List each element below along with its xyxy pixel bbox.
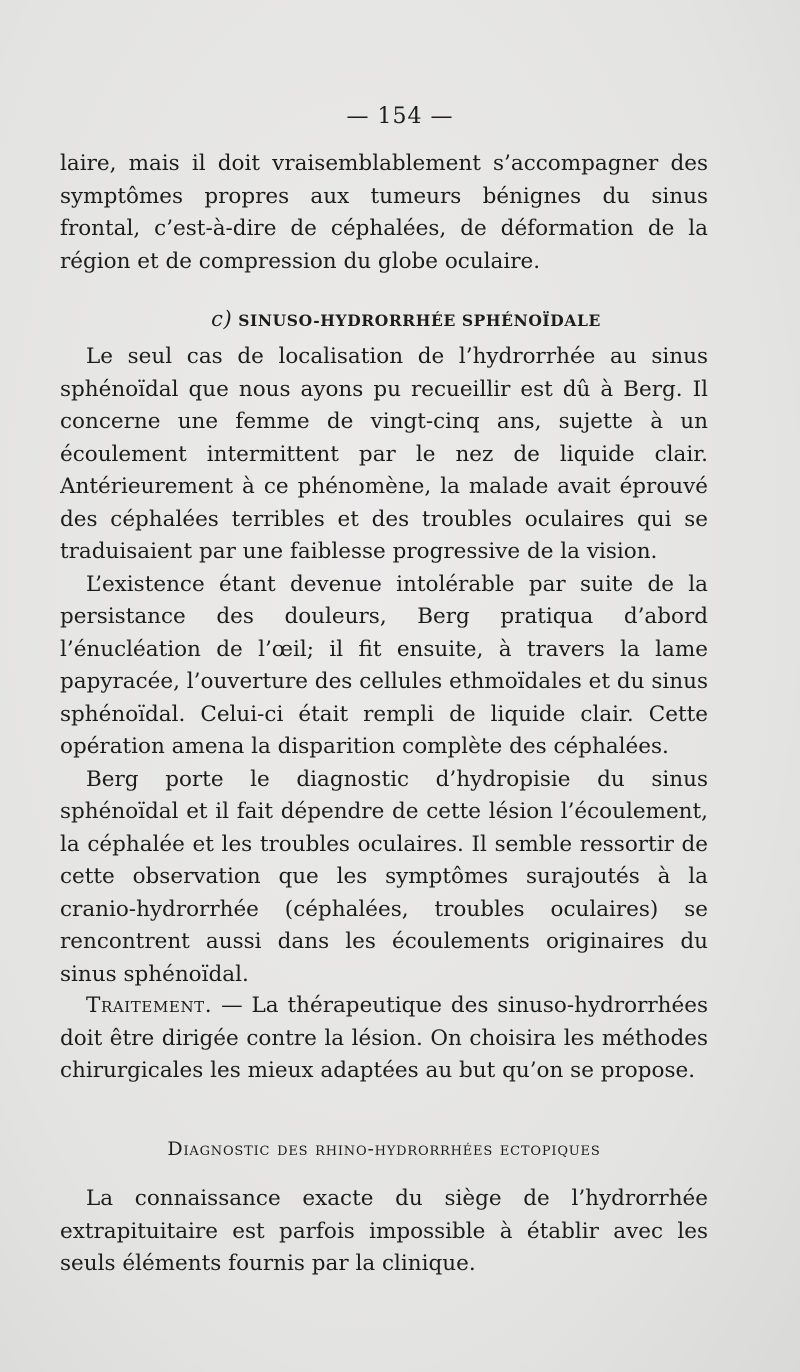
page-number: — 154 — <box>346 104 454 129</box>
paragraph-diagnostic: La connaissance exacte du siège de l’hydrorrhée extrapituitaire est parfois impossible à établir avec les seuls éléments fournis par la clinique. <box>60 1186 708 1276</box>
section-letter: c) <box>211 307 233 331</box>
section-heading-diagnostic: Diagnostic des rhino-hydrorrhées ectopiques <box>167 1138 601 1160</box>
traitement-label: Traitement. <box>86 993 213 1018</box>
paragraph: Berg porte le diagnostic d’hydropisie du sinus sphénoïdal et il fait dépendre de cette lésion l’écoulement, la céphalée et les troubles oculaires. Il semble ressortir de cette observation que les symptômes surajoutés à la cranio-hydrorrhée (céphalées, troubles oculaires) se rencontrent aussi dans les écoulements originaires du sinus sphénoïdal. <box>60 766 708 987</box>
section-title: SINUSO-HYDRORRHÉE SPHÉNOÏDALE <box>238 311 601 330</box>
paragraph-continuation: laire, mais il doit vraisemblablement s’accompagner des symptômes propres aux tumeurs bénignes du sinus frontal, c’est-à-dire de céphalées, de déformation de la région et de compression du globe oculaire. <box>60 151 708 274</box>
diagnostic-block <box>60 1183 708 1281</box>
paragraph: Le seul cas de localisation de l’hydrorrhée au sinus sphénoïdal que nous ayons pu recueillir est dû à Berg. Il concerne une femme de vingt-cinq ans, sujette à un écoulement intermittent par le nez de liquide clair. Antérieurement à ce phénomène, la malade avait éprouvé des céphalées terribles et des troubles oculaires qui se traduisaient par une faiblesse progressive de la vision. <box>60 344 708 564</box>
section-heading-c <box>6 307 800 331</box>
paragraph: L’existence étant devenue intolérable par suite de la persistance des douleurs, Berg pratiqua d’abord l’énucléation de l’œil; il fit ensuite, à travers la lame papyracée, l’ouverture des cellules ethmoïdales et du sinus sphénoïdal. Celui-ci était rempli de liquide clair. Cette opération amena la disparition complète des céphalées. <box>60 571 708 759</box>
traitement-text: — La thérapeutique des sinuso-hydrorrhées doit être dirigée contre la lésion. On choisira les méthodes chirurgicales les mieux adaptées au but qu’on se propose. <box>60 993 708 1083</box>
traitement-paragraph <box>60 990 708 1088</box>
traitement-block <box>60 990 708 1088</box>
continuation-block <box>60 148 708 278</box>
section-c-body <box>60 341 708 991</box>
